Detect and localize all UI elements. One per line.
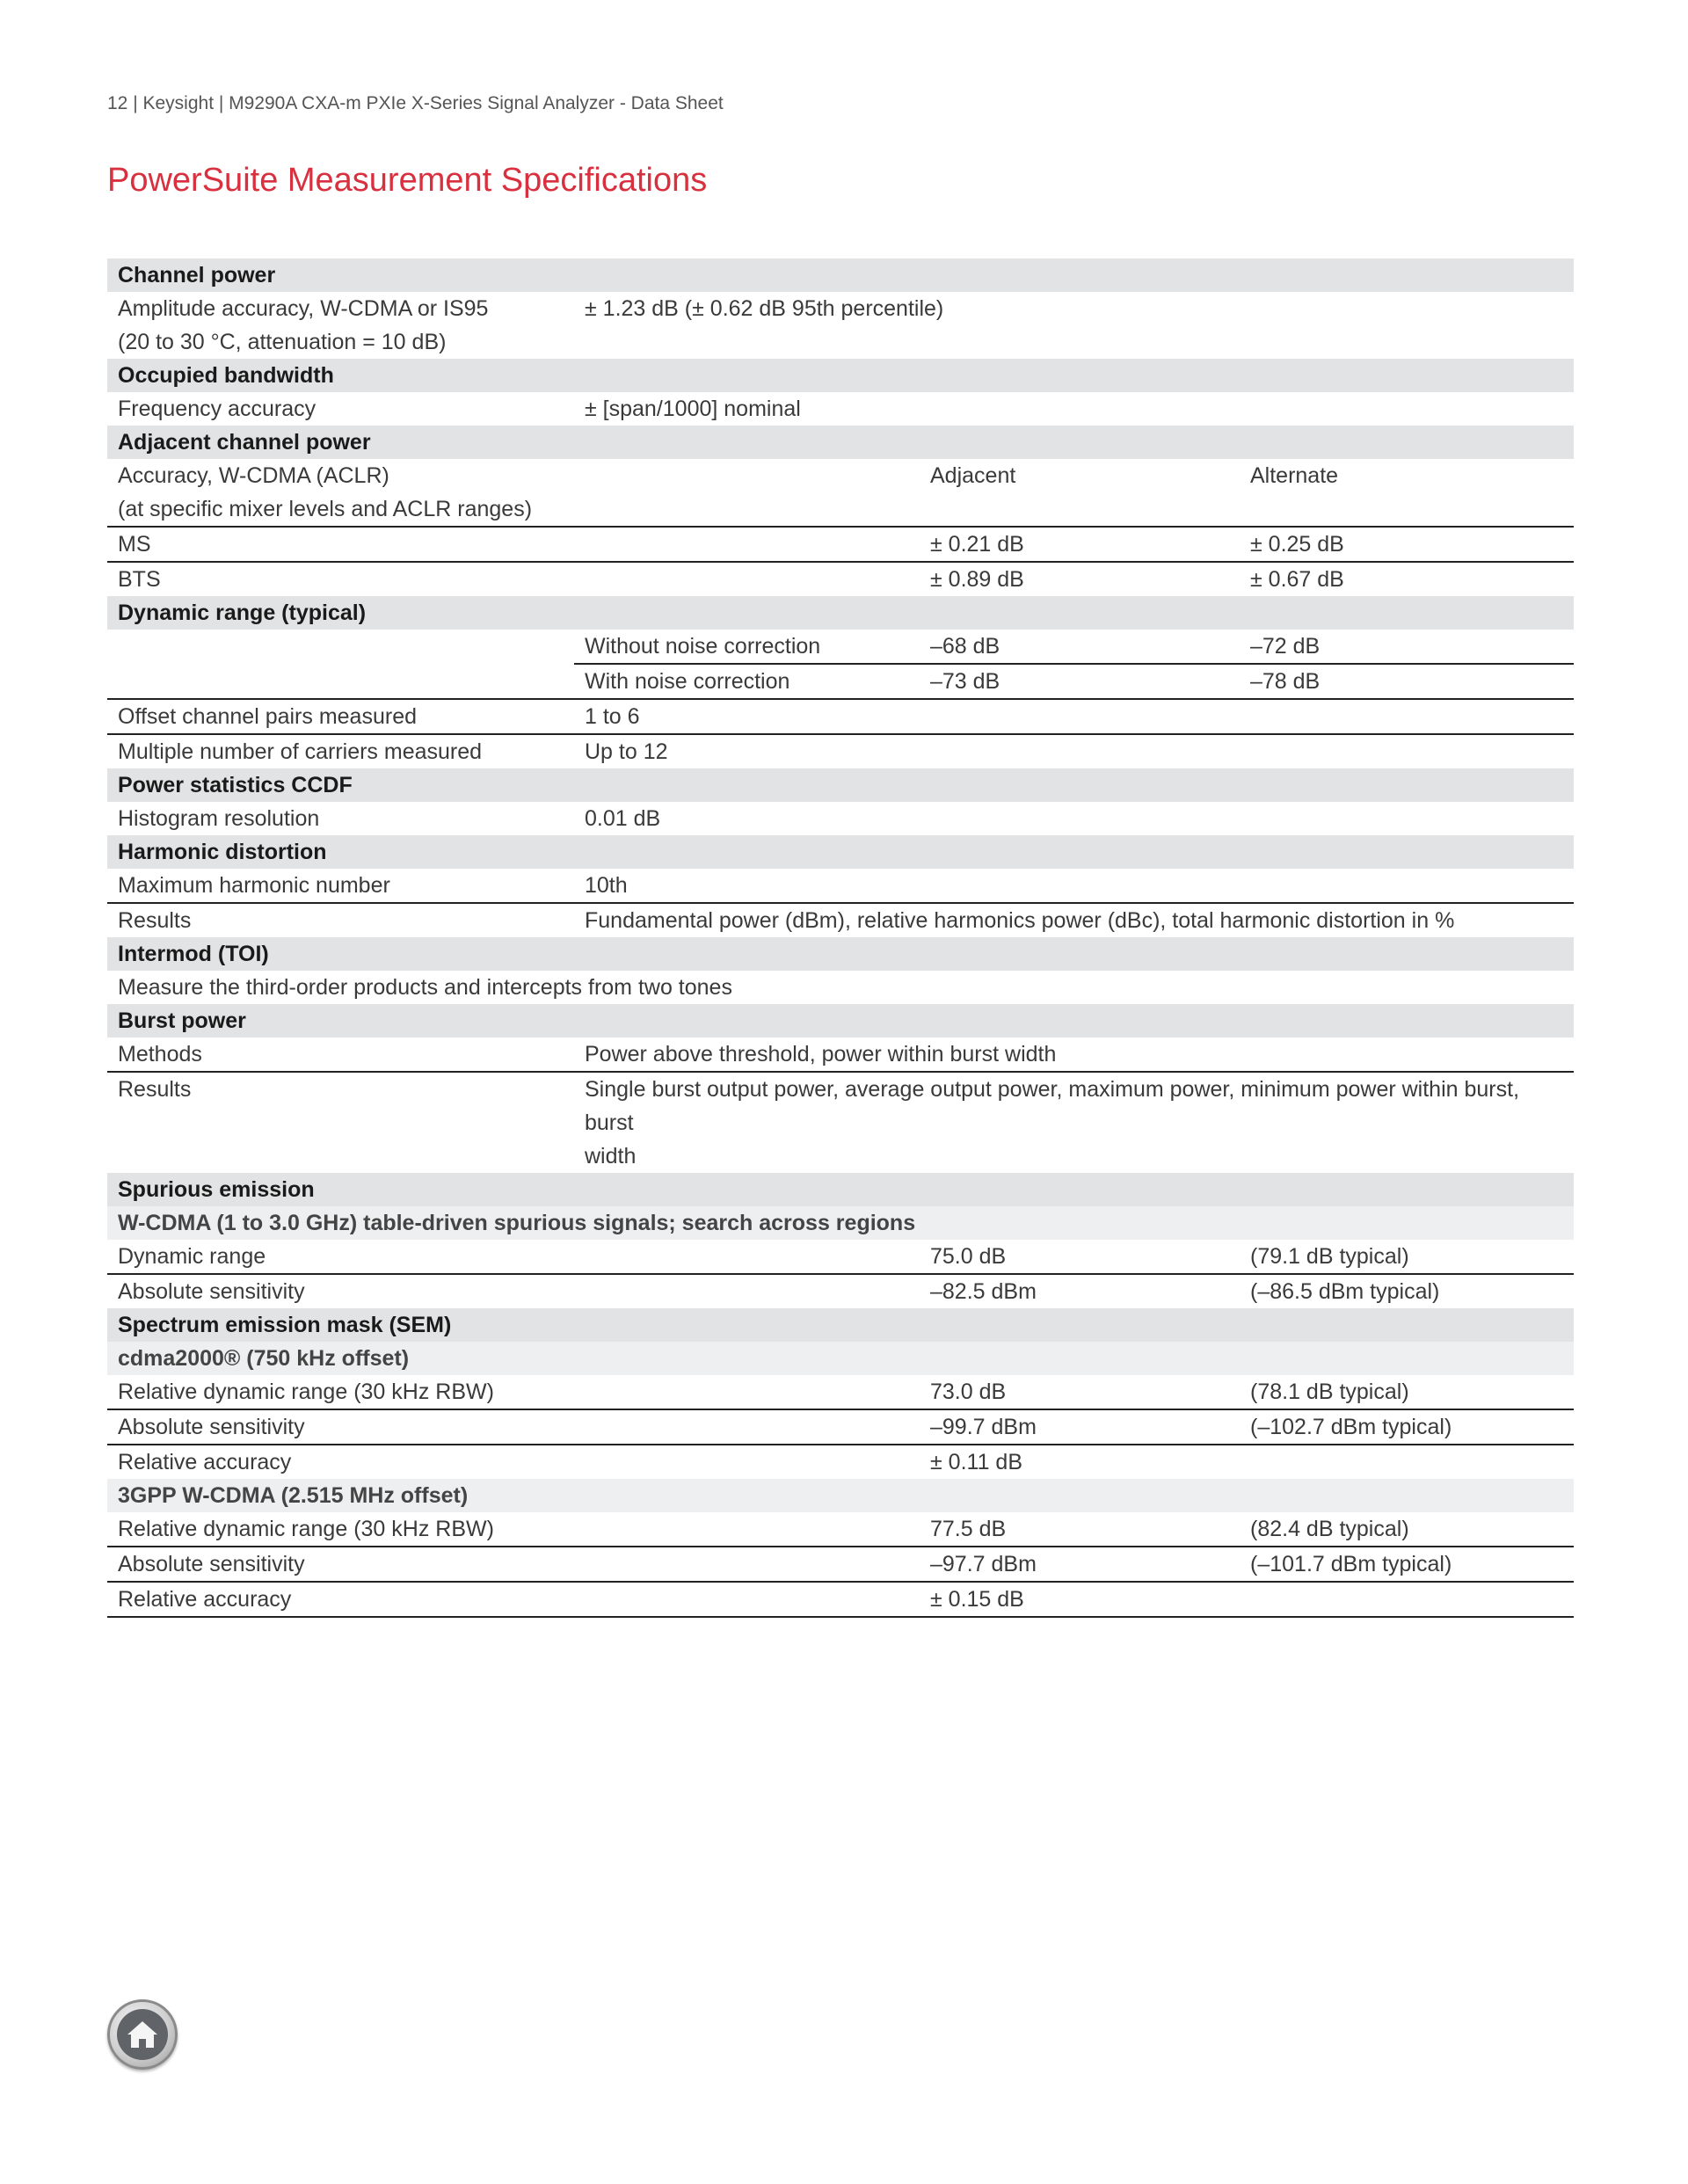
section-label: Burst power <box>118 1008 246 1033</box>
row-label-line: (at specific mixer levels and ACLR ranges) <box>118 497 533 521</box>
table-row <box>107 802 1574 835</box>
column-header-alternate: Alternate <box>1250 463 1339 488</box>
column-header-adjacent: Adjacent <box>930 463 1016 488</box>
row-label: Histogram resolution <box>118 806 320 831</box>
row-label: Without noise correction <box>574 630 920 665</box>
subsection-label: W-CDMA (1 to 3.0 GHz) table-driven spurious signals; search across regions <box>118 1211 916 1235</box>
row-value: ± 0.11 dB <box>930 1450 1022 1474</box>
row-empty <box>574 459 920 526</box>
row-empty <box>107 665 574 698</box>
row-value-adjacent: ± 0.89 dB <box>930 567 1024 592</box>
row-value: 75.0 dB <box>930 1244 1007 1269</box>
table-row <box>107 971 1574 1004</box>
row-empty <box>107 630 574 665</box>
row-value: ± 0.15 dB <box>930 1587 1024 1612</box>
row-value: Up to 12 <box>585 739 668 764</box>
page-title: PowerSuite Measurement Specifications <box>107 162 708 199</box>
row-label-line: Accuracy, W-CDMA (ACLR) <box>118 463 389 488</box>
subsection-header <box>107 1206 1574 1240</box>
table-row <box>107 1410 1574 1445</box>
subsection-header <box>107 1342 1574 1375</box>
section-label: Power statistics CCDF <box>118 773 353 797</box>
row-value-alternate: ± 0.67 dB <box>1250 567 1344 592</box>
row-label: BTS <box>118 567 161 592</box>
section-label: Intermod (TOI) <box>118 942 269 966</box>
row-empty <box>574 1583 920 1616</box>
row-value: 10th <box>585 873 628 898</box>
table-row <box>107 1240 1574 1275</box>
table-row <box>107 1375 1574 1410</box>
row-value: 1 to 6 <box>585 704 640 729</box>
row-value: Fundamental power (dBm), relative harmonics power (dBc), total harmonic distortion in % <box>585 908 1455 933</box>
row-value-adjacent: –73 dB <box>930 669 1000 694</box>
section-header <box>107 768 1574 802</box>
row-value-typical: (–102.7 dBm typical) <box>1250 1415 1452 1439</box>
table-row <box>107 1037 1574 1073</box>
section-header <box>107 596 1574 630</box>
row-label: Results <box>118 1077 192 1102</box>
table-row <box>107 630 1574 665</box>
row-value: ± [span/1000] nominal <box>585 397 801 421</box>
subsection-header <box>107 1479 1574 1512</box>
row-value: 73.0 dB <box>930 1380 1007 1404</box>
row-empty <box>574 1275 920 1308</box>
row-empty <box>574 1512 920 1546</box>
row-empty <box>574 1410 920 1444</box>
section-label: Harmonic distortion <box>118 840 327 864</box>
row-label: Frequency accuracy <box>118 397 316 421</box>
table-row <box>107 292 1574 359</box>
subsection-label: cdma2000® (750 kHz offset) <box>118 1346 410 1371</box>
row-empty <box>574 563 920 596</box>
table-row <box>107 1445 1574 1479</box>
row-empty <box>574 1547 920 1581</box>
table-row <box>107 1547 1574 1583</box>
row-label: With noise correction <box>585 669 790 694</box>
table-row <box>107 735 1574 768</box>
row-label: Multiple number of carriers measured <box>118 739 483 764</box>
section-header <box>107 359 1574 392</box>
table-row <box>107 665 1574 700</box>
section-label: Channel power <box>118 263 276 288</box>
table-row <box>107 392 1574 426</box>
row-value-alternate: ± 0.25 dB <box>1250 532 1344 557</box>
section-header <box>107 1308 1574 1342</box>
row-empty <box>1240 1583 1574 1616</box>
row-label: Absolute sensitivity <box>118 1279 305 1304</box>
row-label: Relative accuracy <box>118 1587 292 1612</box>
row-value: –82.5 dBm <box>930 1279 1037 1304</box>
section-header <box>107 426 1574 459</box>
row-value-typical: (82.4 dB typical) <box>1250 1517 1409 1541</box>
row-value-adjacent: –68 dB <box>920 630 1240 665</box>
row-empty <box>574 528 920 561</box>
row-value: –97.7 dBm <box>930 1552 1037 1576</box>
table-row <box>107 700 1574 735</box>
row-value <box>574 1073 1574 1173</box>
row-value-typical: (–86.5 dBm typical) <box>1250 1279 1440 1304</box>
row-value: 77.5 dB <box>930 1517 1007 1541</box>
row-value-line: width <box>585 1144 637 1168</box>
section-header <box>107 1173 1574 1206</box>
row-label: MS <box>118 532 151 557</box>
section-header <box>107 835 1574 869</box>
row-value: Power above threshold, power within burst width <box>585 1042 1057 1067</box>
table-row <box>107 1275 1574 1308</box>
row-label <box>107 292 574 359</box>
row-label: Offset channel pairs measured <box>118 704 418 729</box>
spec-table <box>107 258 1574 1618</box>
row-label-line: (20 to 30 °C, attenuation = 10 dB) <box>118 330 447 354</box>
section-label: Spectrum emission mask (SEM) <box>118 1313 452 1337</box>
page-header: 12 | Keysight | M9290A CXA-m PXIe X-Series Signal Analyzer - Data Sheet <box>107 93 724 113</box>
table-row <box>107 904 1574 937</box>
row-label: Methods <box>118 1042 202 1067</box>
row-label: Dynamic range <box>118 1244 266 1269</box>
row-label: Absolute sensitivity <box>118 1552 305 1576</box>
table-row <box>107 459 1574 528</box>
row-empty <box>1240 1445 1574 1479</box>
row-label-line: Amplitude accuracy, W-CDMA or IS95 <box>118 296 489 321</box>
section-label: Adjacent channel power <box>118 430 371 455</box>
section-label: Occupied bandwidth <box>118 363 334 388</box>
row-empty <box>574 1445 920 1479</box>
table-row <box>107 1583 1574 1618</box>
row-value-typical: (–101.7 dBm typical) <box>1250 1552 1452 1576</box>
row-label: Maximum harmonic number <box>118 873 390 898</box>
row-value-adjacent: ± 0.21 dB <box>930 532 1024 557</box>
row-label: Relative dynamic range (30 kHz RBW) <box>118 1380 494 1404</box>
row-value: ± 1.23 dB (± 0.62 dB 95th percentile) <box>585 296 944 321</box>
row-label: Absolute sensitivity <box>118 1415 305 1439</box>
table-row <box>107 869 1574 904</box>
section-header <box>107 258 1574 292</box>
section-header <box>107 1004 1574 1037</box>
row-value-line: Single burst output power, average output power, maximum power, minimum power within burst, burst <box>585 1077 1520 1135</box>
row-value: –99.7 dBm <box>930 1415 1037 1439</box>
home-icon <box>117 2009 168 2060</box>
row-value-typical: (79.1 dB typical) <box>1250 1244 1409 1269</box>
section-header <box>107 937 1574 971</box>
table-row <box>107 563 1574 596</box>
subsection-label: 3GPP W-CDMA (2.515 MHz offset) <box>118 1483 469 1508</box>
row-value-alternate: –78 dB <box>1250 669 1321 694</box>
row-empty <box>574 1375 920 1409</box>
row-value: 0.01 dB <box>585 806 661 831</box>
table-row <box>107 528 1574 563</box>
row-label: Relative accuracy <box>118 1450 292 1474</box>
home-button[interactable] <box>107 1999 178 2070</box>
row-description: Measure the third-order products and intercepts from two tones <box>118 975 732 1000</box>
row-empty <box>574 1240 920 1273</box>
table-row <box>107 1512 1574 1547</box>
row-label: Results <box>118 908 192 933</box>
row-label: Relative dynamic range (30 kHz RBW) <box>118 1517 494 1541</box>
table-row <box>107 1073 1574 1173</box>
row-value-typical: (78.1 dB typical) <box>1250 1380 1409 1404</box>
section-label: Dynamic range (typical) <box>118 601 367 625</box>
section-label: Spurious emission <box>118 1177 315 1202</box>
row-label <box>107 459 574 526</box>
row-value-alternate: –72 dB <box>1240 630 1574 665</box>
